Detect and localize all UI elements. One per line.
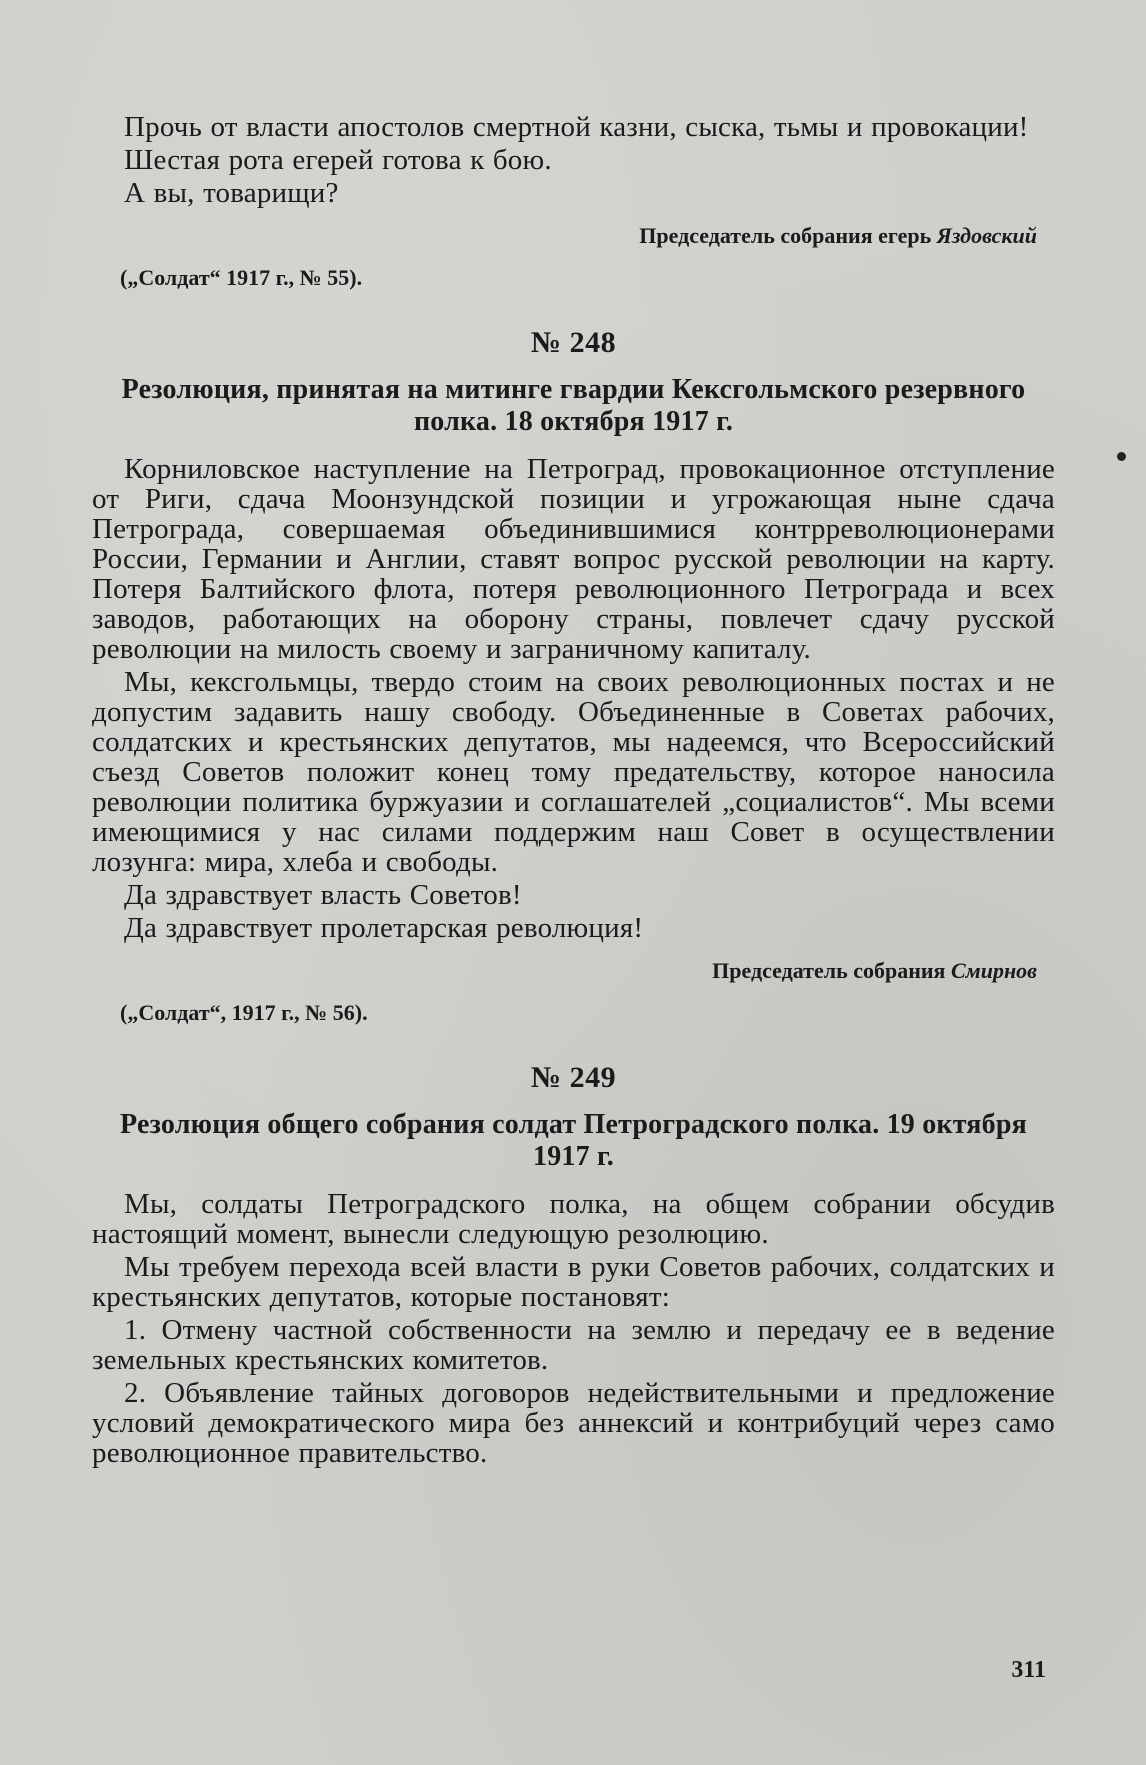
document-248: [92, 326, 1055, 1027]
signature: [92, 222, 1055, 250]
paragraph: Мы, солдаты Петроградского полка, на общем собрании обсудив настоящий момент, вынесли следующую резолюцию.: [92, 1188, 1055, 1250]
source-citation: („Солдат“, 1917 г., № 56).: [120, 1000, 368, 1025]
document-number: № 248: [530, 326, 617, 359]
signature-prefix: Председатель собрания: [712, 958, 946, 983]
document-249: [92, 1061, 1055, 1468]
paragraph: 1. Отмену частной собственности на землю и передачу ее в ведение земельных крестьянских комитетов.: [92, 1314, 1055, 1376]
section-top: [92, 112, 1055, 292]
paragraph: 2. Объявление тайных договоров недействительными и предложение условий демократического мира без аннексий и контрибуций через само революционное правительство.: [92, 1377, 1055, 1469]
margin-dot: [1117, 452, 1126, 461]
source-citation: („Солдат“ 1917 г., № 55).: [120, 265, 363, 290]
signature-name: Яздовский: [936, 223, 1037, 248]
signature-prefix: Председатель собрания егерь: [639, 223, 932, 248]
page-number: 311: [1011, 1657, 1046, 1683]
document-title: Резолюция, принятая на митинге гвардии Кексгольмского резервного полка. 18 октября 1917 г.: [121, 374, 1026, 437]
paragraph: Да здравствует власть Советов!: [124, 879, 522, 911]
paragraph: А вы, товарищи?: [124, 177, 339, 209]
paragraph: Корниловское наступление на Петроград, провокационное отступление от Риги, сдача Моонзундской позиции и угрожающая ныне сдача Петрограда, совершаемая объединившимися контрреволюционерами России, Германии и Англии, ставят вопрос русской революции на карту. Потеря Балтийского флота, потеря революционного Петрограда и всех заводов, работающих на оборону страны, повлечет сдачу русской революции на милость своему и заграничному капиталу.: [92, 453, 1055, 665]
paragraph: Шестая рота егерей готова к бою.: [124, 144, 552, 176]
document-title: Резолюция общего собрания солдат Петроградского полка. 19 октября 1917 г.: [120, 1109, 1027, 1172]
signature-name: Смирнов: [950, 958, 1037, 983]
paragraph: Прочь от власти апостолов смертной казни, сыска, тьмы и провокации!: [124, 111, 1029, 143]
paragraph: Да здравствует пролетарская революция!: [124, 912, 644, 944]
document-number: № 249: [530, 1061, 617, 1094]
page-content: [92, 112, 1055, 1468]
paragraph: Мы, кексгольмцы, твердо стоим на своих революционных постах и не допустим задавить нашу свободу. Объединенные в Советах рабочих, солдатских и крестьянских депутатов, мы надеемся, что Всероссийский съезд Советов положит конец тому предательству, которое наносила революции политика буржуазии и соглашателей „социалистов“. Мы всеми имеющимися у нас силами поддержим наш Совет в осуществлении лозунга: мира, хлеба и свободы.: [92, 666, 1055, 878]
paragraph: Мы требуем перехода всей власти в руки Советов рабочих, солдатских и крестьянских депутатов, которые постановят:: [92, 1251, 1055, 1313]
signature: [92, 957, 1055, 985]
